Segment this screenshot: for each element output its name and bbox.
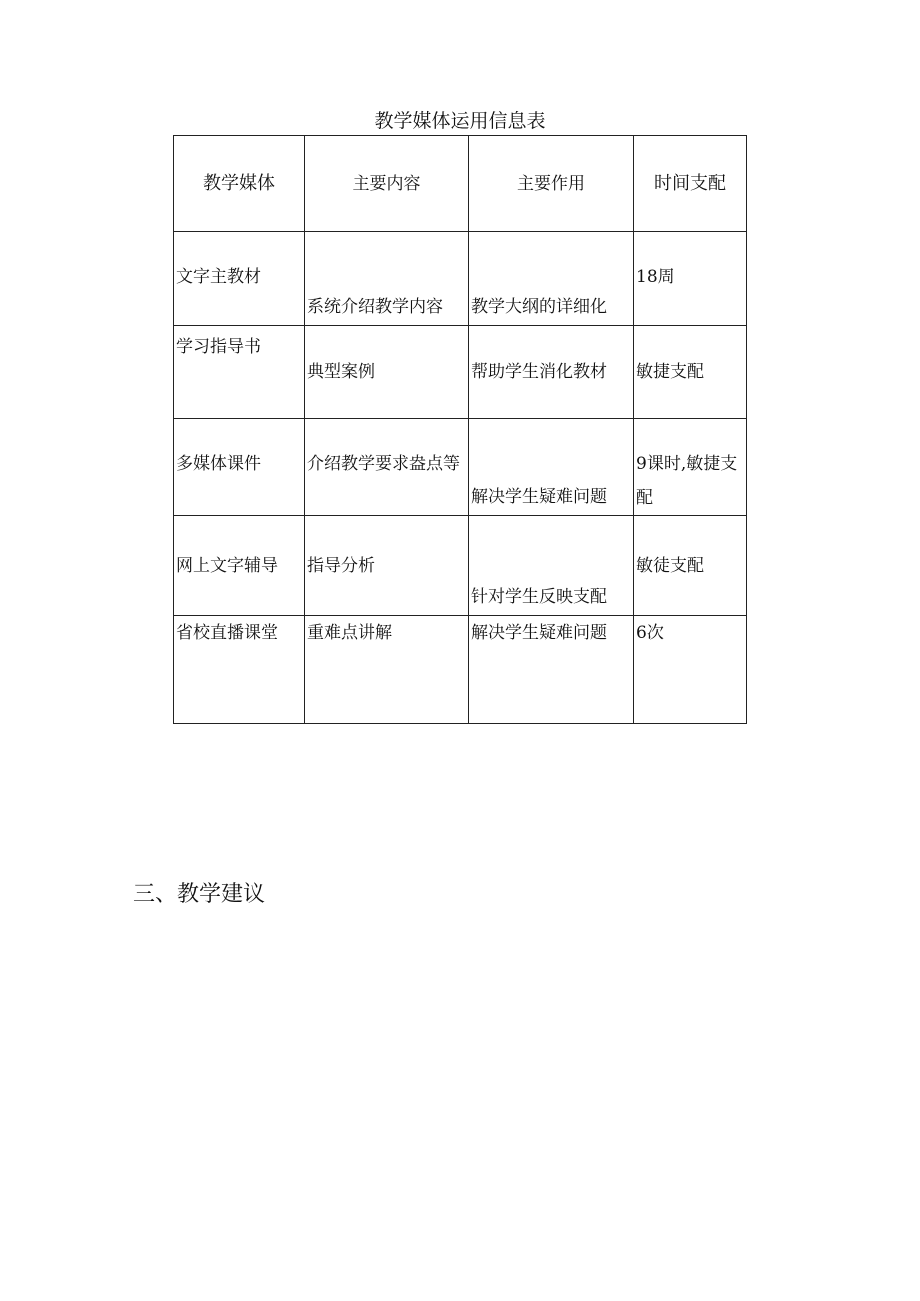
table-cell: 多媒体课件	[174, 419, 305, 516]
table-cell: 6次	[634, 616, 747, 724]
table-cell: 重难点讲解	[305, 616, 469, 724]
header-cell-time: 时间支配	[634, 136, 747, 232]
table-title: 教学媒体运用信息表	[374, 110, 546, 132]
table-cell: 敏捷支配	[634, 326, 747, 419]
table-cell: 解决学生疑难问题	[469, 616, 634, 724]
table-cell: 学习指导书	[174, 326, 305, 419]
table-cell: 帮助学生消化教材	[469, 326, 634, 419]
header-cell-media: 教学媒体	[174, 136, 305, 232]
table-row	[174, 232, 747, 326]
table-cell: 文字主教材	[174, 232, 305, 326]
table-row	[174, 616, 747, 724]
table-cell: 系统介绍教学内容	[305, 232, 469, 326]
header-cell-content: 主要内容	[305, 136, 469, 232]
table-cell: 省校直播课堂	[174, 616, 305, 724]
table-cell: 典型案例	[305, 326, 469, 419]
table-cell: 介绍教学要求盎点等	[305, 419, 469, 516]
table-cell: 敏徒支配	[634, 516, 747, 616]
table-cell: 针对学生反映支配	[469, 516, 634, 616]
table-cell: 18周	[634, 232, 747, 326]
header-cell-function: 主要作用	[469, 136, 634, 232]
table-row	[174, 419, 747, 516]
table-cell: 解决学生疑难问题	[469, 419, 634, 516]
table-header-row	[174, 136, 747, 232]
table-cell: 指导分析	[305, 516, 469, 616]
table-cell: 9课时,敏捷支配	[634, 419, 747, 516]
section-heading: 三、教学建议	[133, 882, 266, 907]
table-cell: 网上文字辅导	[174, 516, 305, 616]
table-cell: 教学大纲的详细化	[469, 232, 634, 326]
table-row	[174, 516, 747, 616]
media-usage-table	[173, 135, 747, 724]
table-row	[174, 326, 747, 419]
